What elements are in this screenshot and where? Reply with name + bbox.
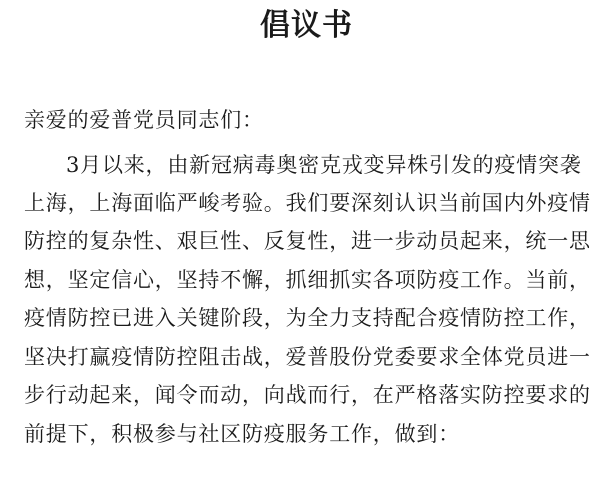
body-line: 3月以来，由新冠病毒奥密克戎变异株引发的疫情突袭 — [66, 153, 582, 177]
body-line: 步行动起来，闻令而动，向战而行，在严格落实防控要求的 — [24, 383, 591, 407]
body-line: 前提下，积极参与社区防疫服务工作，做到： — [24, 422, 460, 446]
body-line: 坚决打赢疫情防控阻击战，爱普股份党委要求全体党员进一 — [24, 345, 591, 369]
salutation-line: 亲爱的爱普党员同志们： — [24, 108, 264, 132]
body-line: 上海，上海面临严峻考验。我们要深刻认识当前国内外疫情 — [24, 191, 591, 215]
body-line: 防控的复杂性、艰巨性、反复性，进一步动员起来，统一思 — [24, 229, 591, 253]
body-line: 想，坚定信心，坚持不懈，抓细抓实各项防疫工作。当前， — [24, 268, 591, 292]
document-title: 倡议书 — [260, 8, 353, 43]
body-line: 疫情防控已进入关键阶段，为全力支持配合疫情防控工作， — [24, 306, 591, 330]
